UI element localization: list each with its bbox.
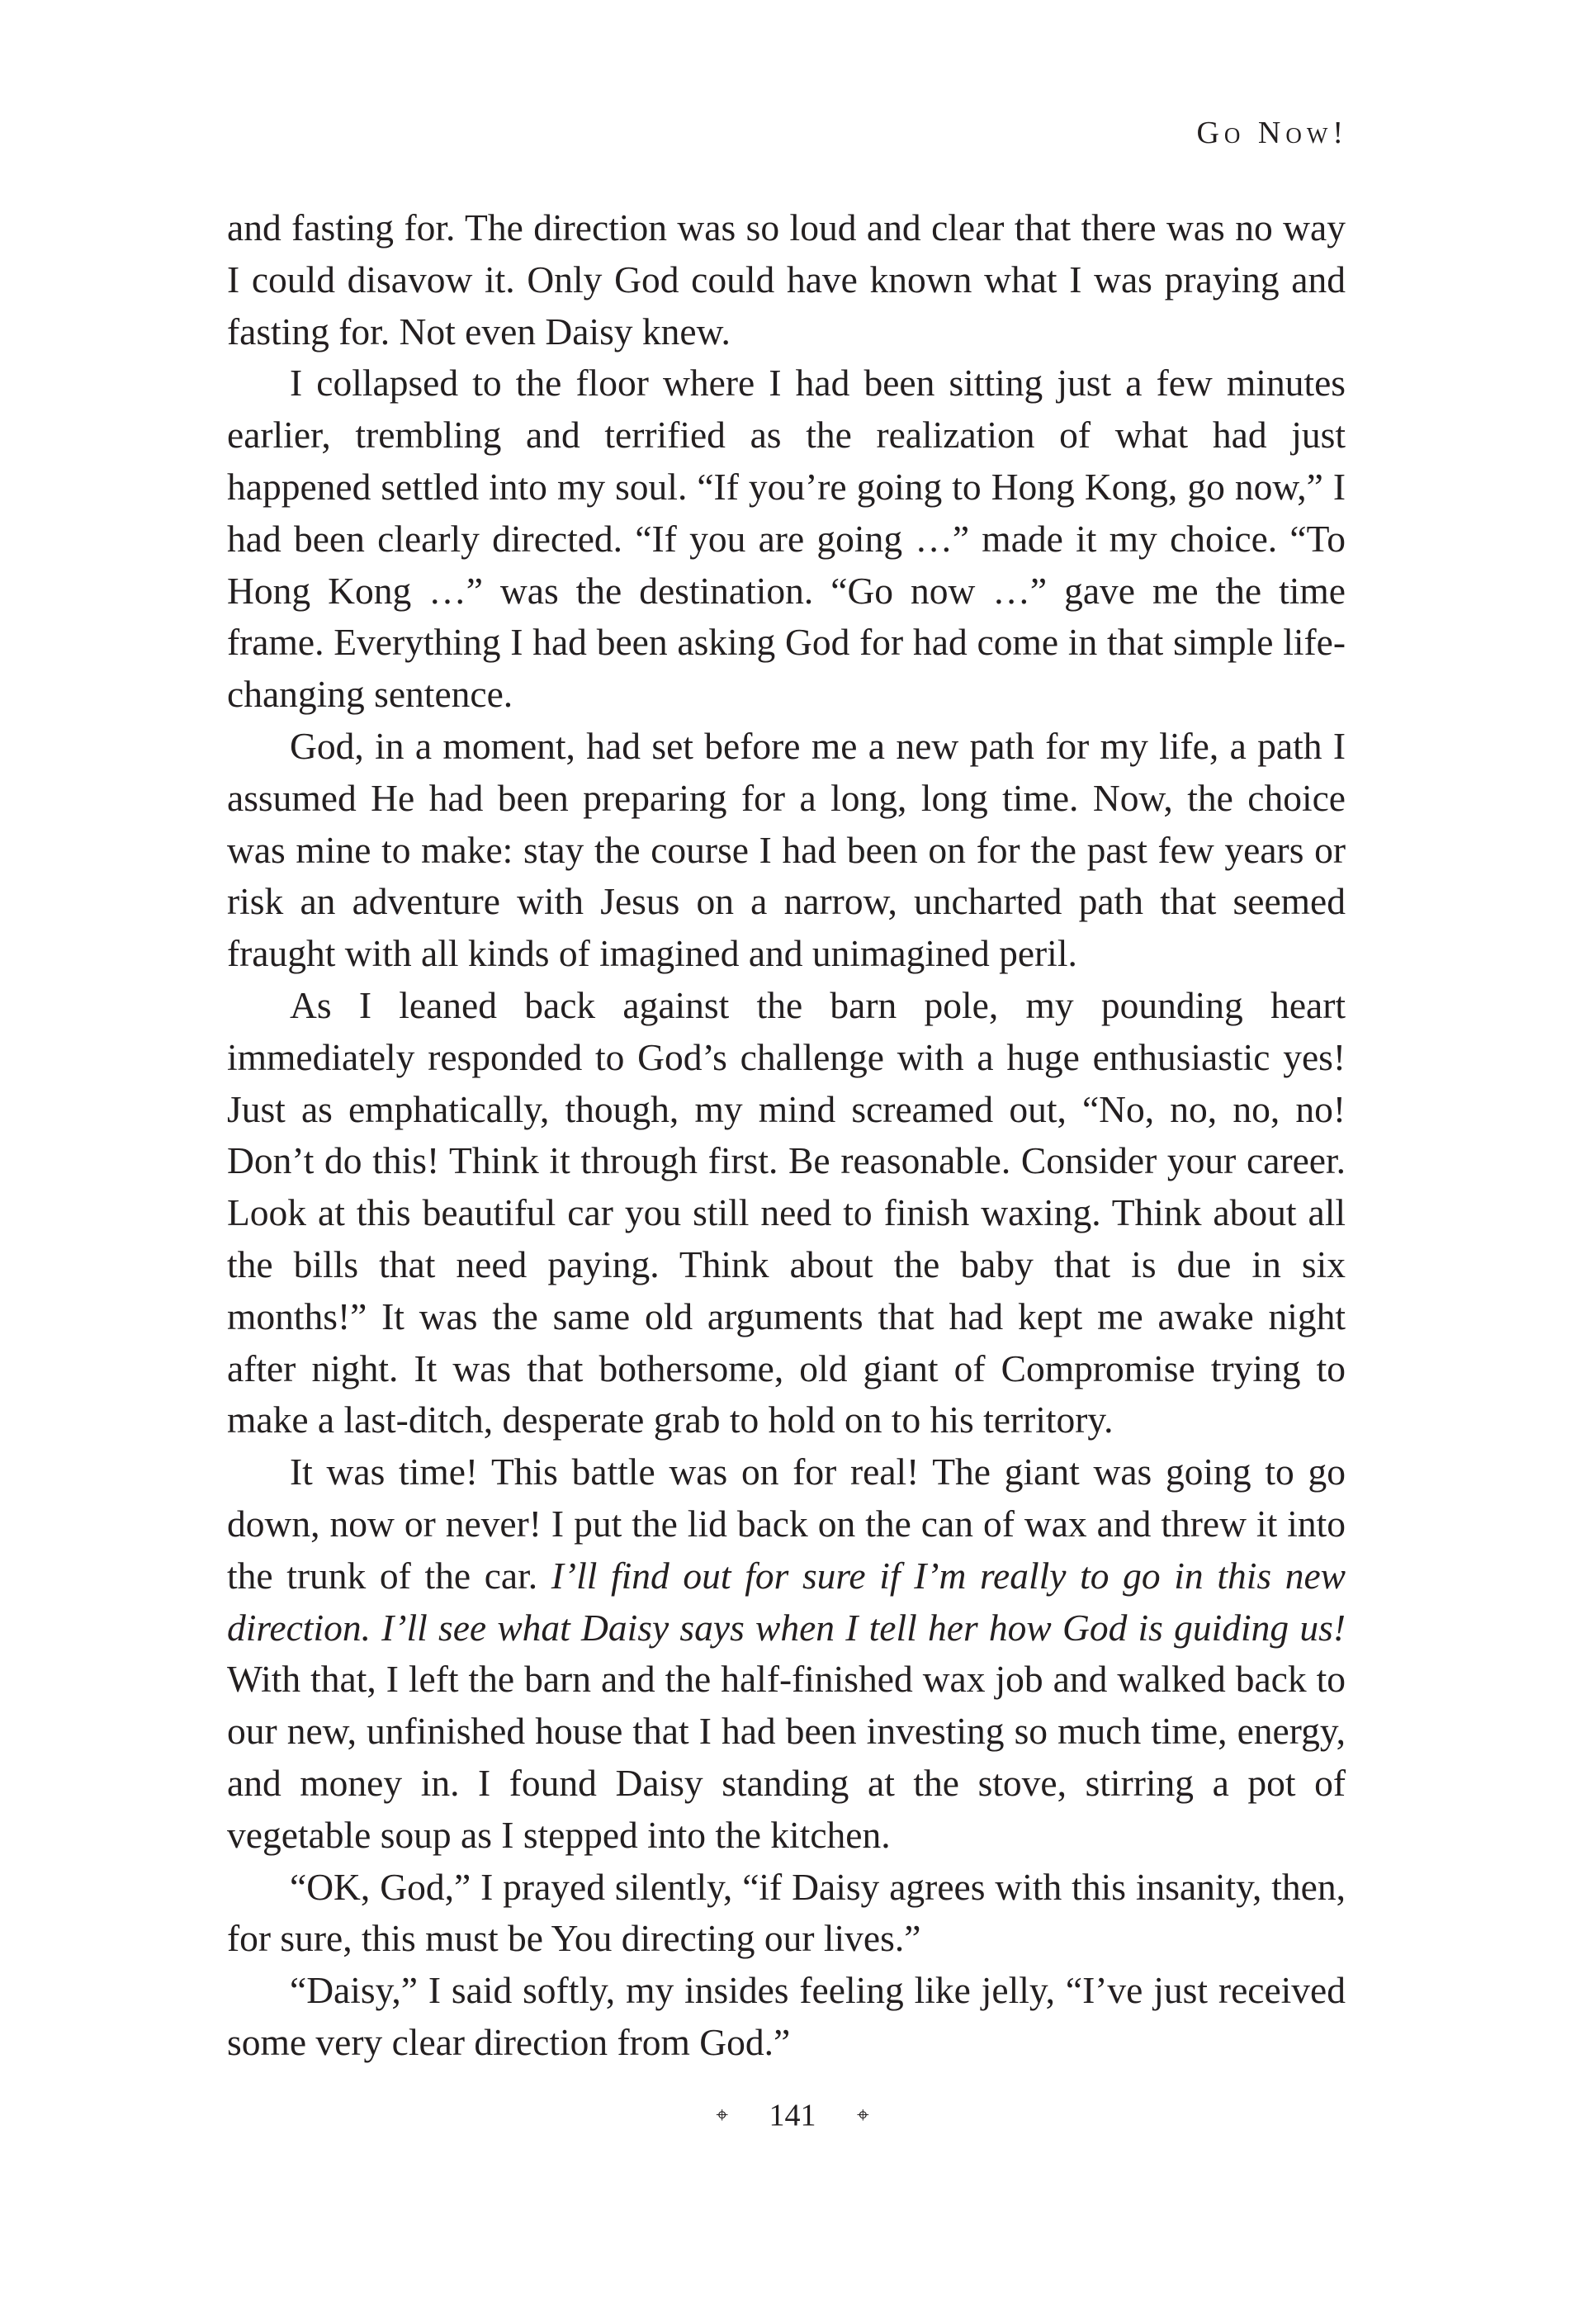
text-run: “OK, God,” I prayed silently, “if Daisy agrees with this insanity, then, for sure, this must be You directing our lives.” (227, 1865, 1346, 1960)
paragraph (227, 1446, 1346, 1861)
text-run: I collapsed to the floor where I had been sitting just a few minutes earlier, trembling and terrified as the realization of what had just happened settled into my soul. “If you’re going to Hong Kong, go now,” I had been clearly directed. “If you are going …” made it my choice. “To Hong Kong …” was the destination. “Go now …” gave me the time frame. Everything I had been asking God for had come in that simple life-changing sentence. (227, 362, 1346, 716)
body-text (227, 202, 1346, 2069)
folio (0, 2097, 1585, 2131)
text-run: As I leaned back against the barn pole, my pounding heart immediately responded to God’s challenge with a huge enthusiastic yes! Just as emphatically, though, my mind screamed out, “No, no, no, no! Don’t do this! Think it through first. Be reasonable. Consider your career. Look at this beautiful car you still need to finish waxing. Think about all the bills that need paying. Think about the baby that is due in six months!” It was the same old arguments that had kept me awake night after night. It was that bothersome, old giant of Compromise trying to make a last-ditch, desperate grab to hold on to his territory. (227, 983, 1346, 1441)
italic-run: I’ll find out for sure if I’m really to go in this new direction. I’ll see what Daisy says when I tell her how God is guiding us! (227, 1554, 1346, 1649)
paragraph (227, 980, 1346, 1446)
paragraph (227, 202, 1346, 357)
text-run: It was time! This battle was on for real! The giant was going to go down, now or never! I put the lid back on the can of wax and threw it into the trunk of the car. (227, 1451, 1346, 1597)
paragraph (227, 1965, 1346, 2069)
text-run: God, in a moment, had set before me a new path for my life, a path I assumed He had been preparing for a long, long time. Now, the choice was mine to make: stay the course I had been on for the past few years or risk an adventure with Jesus on a narrow, uncharted path that seemed fraught with all kinds of imagined and unimagined peril. (227, 724, 1346, 975)
running-head: Go Now! (1196, 116, 1348, 150)
left-ornament-icon: ⌖ (716, 2103, 728, 2128)
right-ornament-icon: ⌖ (857, 2103, 869, 2128)
paragraph (227, 1862, 1346, 1966)
text-run: With that, I left the barn and the half-finished wax job and walked back to our new, unfinished house that I had been investing so much time, energy, and money in. I found Daisy standing at the stove, stirring a pot of vegetable soup as I stepped into the kitchen. (227, 1658, 1346, 1856)
text-run: “Daisy,” I said softly, my insides feeling like jelly, “I’ve just received some very clear direction from God.” (227, 1969, 1346, 2063)
page-number: 141 (769, 2098, 816, 2133)
paragraph (227, 357, 1346, 721)
paragraph (227, 721, 1346, 980)
text-run: and fasting for. The direction was so loud and clear that there was no way I could disavow it. Only God could have known what I was praying and fasting for. Not even Daisy knew. (227, 206, 1346, 353)
